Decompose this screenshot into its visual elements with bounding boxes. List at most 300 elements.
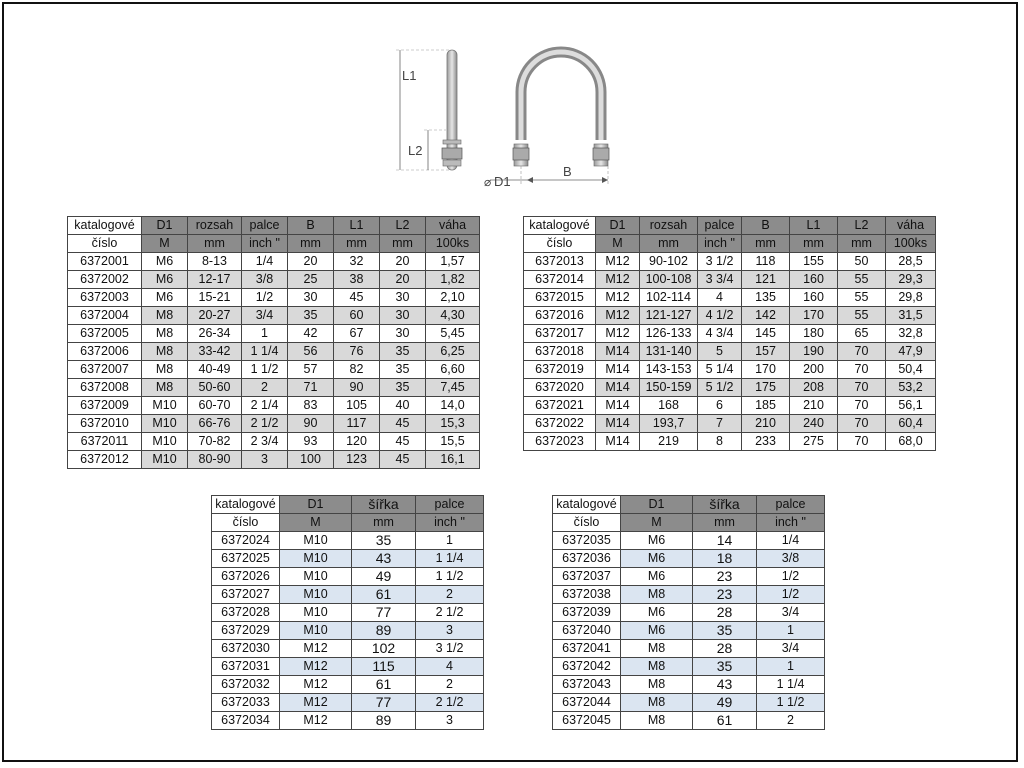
table-cell: 30 bbox=[288, 289, 334, 307]
catalog-number-cell: 6372017 bbox=[524, 325, 596, 343]
table-cell: 12-17 bbox=[188, 271, 242, 289]
header-cell: inch " bbox=[698, 235, 742, 253]
header-cell: M bbox=[621, 514, 693, 532]
table-cell: 240 bbox=[790, 415, 838, 433]
table-cell: M6 bbox=[621, 568, 693, 586]
header-cell: katalogové bbox=[212, 496, 280, 514]
b-label: B bbox=[563, 164, 572, 179]
table-row bbox=[68, 289, 480, 307]
header-cell: inch " bbox=[757, 514, 825, 532]
table-row bbox=[212, 550, 484, 568]
header-cell: L1 bbox=[334, 217, 380, 235]
table-cell: 1/2 bbox=[242, 289, 288, 307]
table-cell: M12 bbox=[280, 694, 352, 712]
table-cell: M8 bbox=[142, 361, 188, 379]
table-cell: 2 1/4 bbox=[242, 397, 288, 415]
table-cell: 61 bbox=[352, 586, 416, 604]
table-cell: 45 bbox=[380, 415, 426, 433]
table-cell: 43 bbox=[693, 676, 757, 694]
table-cell: M12 bbox=[280, 658, 352, 676]
table-cell: 102-114 bbox=[640, 289, 698, 307]
header-cell: mm bbox=[742, 235, 790, 253]
table-cell: 5,45 bbox=[426, 325, 480, 343]
table-cell: 30 bbox=[380, 289, 426, 307]
catalog-number-cell: 6372011 bbox=[68, 433, 142, 451]
table-cell: 61 bbox=[352, 676, 416, 694]
header-cell: šířka bbox=[352, 496, 416, 514]
table-cell: M12 bbox=[280, 676, 352, 694]
table-cell: 20 bbox=[288, 253, 334, 271]
table-cell: 50,4 bbox=[886, 361, 936, 379]
table-cell: 49 bbox=[693, 694, 757, 712]
table-cell: 1 bbox=[242, 325, 288, 343]
table-cell: 2 3/4 bbox=[242, 433, 288, 451]
header-row bbox=[68, 235, 480, 253]
catalog-number-cell: 6372012 bbox=[68, 451, 142, 469]
table-cell: 3/4 bbox=[242, 307, 288, 325]
catalog-number-cell: 6372043 bbox=[553, 676, 621, 694]
table-row bbox=[212, 604, 484, 622]
table-cell: 105 bbox=[334, 397, 380, 415]
header-cell: D1 bbox=[596, 217, 640, 235]
table-row bbox=[524, 343, 936, 361]
table-row bbox=[524, 325, 936, 343]
table-row bbox=[524, 307, 936, 325]
table-row bbox=[524, 289, 936, 307]
table-cell: M8 bbox=[621, 640, 693, 658]
table-row bbox=[68, 451, 480, 469]
catalog-number-cell: 6372005 bbox=[68, 325, 142, 343]
table-cell: 208 bbox=[790, 379, 838, 397]
table-row bbox=[68, 361, 480, 379]
table-row bbox=[68, 397, 480, 415]
table-cell: M12 bbox=[280, 712, 352, 730]
table-cell: M6 bbox=[142, 289, 188, 307]
table-cell: 185 bbox=[742, 397, 790, 415]
table-cell: M8 bbox=[142, 307, 188, 325]
table-cell: 3/4 bbox=[757, 640, 825, 658]
header-row bbox=[524, 235, 936, 253]
table-cell: 126-133 bbox=[640, 325, 698, 343]
table-cell: 15,5 bbox=[426, 433, 480, 451]
table-cell: 40 bbox=[380, 397, 426, 415]
table-row bbox=[524, 397, 936, 415]
header-cell: L2 bbox=[838, 217, 886, 235]
table-cell: 35 bbox=[693, 622, 757, 640]
table-cell: 89 bbox=[352, 712, 416, 730]
catalog-number-cell: 6372003 bbox=[68, 289, 142, 307]
table-row bbox=[68, 343, 480, 361]
catalog-number-cell: 6372027 bbox=[212, 586, 280, 604]
table-cell: 70-82 bbox=[188, 433, 242, 451]
table-cell: 40-49 bbox=[188, 361, 242, 379]
table-cell: 150-159 bbox=[640, 379, 698, 397]
table-cell: 45 bbox=[334, 289, 380, 307]
table-cell: M6 bbox=[142, 271, 188, 289]
table-cell: 1/4 bbox=[757, 532, 825, 550]
table-cell: 35 bbox=[352, 532, 416, 550]
table-cell: 175 bbox=[742, 379, 790, 397]
catalog-number-cell: 6372042 bbox=[553, 658, 621, 676]
catalog-number-cell: 6372013 bbox=[524, 253, 596, 271]
table-cell: 49 bbox=[352, 568, 416, 586]
table-cell: M14 bbox=[596, 361, 640, 379]
table-row bbox=[524, 415, 936, 433]
catalog-number-cell: 6372030 bbox=[212, 640, 280, 658]
table-row bbox=[553, 604, 825, 622]
table-row bbox=[212, 676, 484, 694]
table-cell: 121-127 bbox=[640, 307, 698, 325]
table-cell: 50-60 bbox=[188, 379, 242, 397]
header-cell: inch " bbox=[416, 514, 484, 532]
table-u-bolts-1 bbox=[67, 216, 480, 469]
table-cell: 45 bbox=[380, 433, 426, 451]
d1-label: D1 bbox=[494, 174, 511, 189]
catalog-number-cell: 6372041 bbox=[553, 640, 621, 658]
table-cell: 56 bbox=[288, 343, 334, 361]
table-cell: M14 bbox=[596, 433, 640, 451]
table-cell: M10 bbox=[280, 604, 352, 622]
table-cell: M10 bbox=[280, 586, 352, 604]
header-cell: šířka bbox=[693, 496, 757, 514]
table-cell: 71 bbox=[288, 379, 334, 397]
table-cell: M12 bbox=[596, 253, 640, 271]
table-cell: 32,8 bbox=[886, 325, 936, 343]
table-cell: 160 bbox=[790, 271, 838, 289]
table-cell: 35 bbox=[288, 307, 334, 325]
table-cell: 60,4 bbox=[886, 415, 936, 433]
catalog-number-cell: 6372038 bbox=[553, 586, 621, 604]
header-cell: 100ks bbox=[426, 235, 480, 253]
table-cell: M10 bbox=[142, 451, 188, 469]
table-cell: M6 bbox=[621, 550, 693, 568]
table-cell: 83 bbox=[288, 397, 334, 415]
catalog-number-cell: 6372007 bbox=[68, 361, 142, 379]
table-cell: 20 bbox=[380, 271, 426, 289]
table-row bbox=[553, 586, 825, 604]
table-cell: 61 bbox=[693, 712, 757, 730]
table-cell: 20 bbox=[380, 253, 426, 271]
header-row bbox=[68, 217, 480, 235]
table-cell: 33-42 bbox=[188, 343, 242, 361]
table-cell: 2 bbox=[416, 586, 484, 604]
table-cell: M12 bbox=[596, 307, 640, 325]
table-cell: M10 bbox=[280, 550, 352, 568]
table-cell: 1 bbox=[757, 658, 825, 676]
header-cell: váha bbox=[426, 217, 480, 235]
table-cell: M8 bbox=[142, 343, 188, 361]
table-row bbox=[553, 676, 825, 694]
table-cell: 200 bbox=[790, 361, 838, 379]
table-cell: 29,8 bbox=[886, 289, 936, 307]
table-cell: 35 bbox=[380, 361, 426, 379]
table-cell: M8 bbox=[142, 325, 188, 343]
table-cell: 56,1 bbox=[886, 397, 936, 415]
catalog-number-cell: 6372023 bbox=[524, 433, 596, 451]
table-row bbox=[212, 568, 484, 586]
table-cell: 4 bbox=[698, 289, 742, 307]
u-bolt-diagram bbox=[380, 40, 640, 200]
table-cell: 35 bbox=[693, 658, 757, 676]
catalog-number-cell: 6372026 bbox=[212, 568, 280, 586]
table-cell: 4 1/2 bbox=[698, 307, 742, 325]
header-cell: mm bbox=[188, 235, 242, 253]
header-cell: D1 bbox=[280, 496, 352, 514]
table-cell: 70 bbox=[838, 379, 886, 397]
table-cell: 15-21 bbox=[188, 289, 242, 307]
catalog-number-cell: 6372020 bbox=[524, 379, 596, 397]
table-cell: M10 bbox=[142, 415, 188, 433]
table-cell: M8 bbox=[621, 712, 693, 730]
table-cell: 3 bbox=[242, 451, 288, 469]
table-cell: M10 bbox=[280, 532, 352, 550]
table-cell: 70 bbox=[838, 433, 886, 451]
table-cell: M8 bbox=[621, 586, 693, 604]
table-cell: 168 bbox=[640, 397, 698, 415]
table-cell: 193,7 bbox=[640, 415, 698, 433]
catalog-number-cell: 6372029 bbox=[212, 622, 280, 640]
table-row bbox=[68, 325, 480, 343]
table-cell: 3 bbox=[416, 622, 484, 640]
table-cell: 102 bbox=[352, 640, 416, 658]
table-row bbox=[212, 586, 484, 604]
table-cell: 1 bbox=[757, 622, 825, 640]
table-cell: M8 bbox=[142, 379, 188, 397]
table-cell: M10 bbox=[280, 622, 352, 640]
catalog-number-cell: 6372031 bbox=[212, 658, 280, 676]
table-cell: 135 bbox=[742, 289, 790, 307]
header-cell: 100ks bbox=[886, 235, 936, 253]
table-cell: 180 bbox=[790, 325, 838, 343]
table-row bbox=[553, 658, 825, 676]
catalog-number-cell: 6372009 bbox=[68, 397, 142, 415]
table-cell: 15,3 bbox=[426, 415, 480, 433]
catalog-number-cell: 6372024 bbox=[212, 532, 280, 550]
header-cell: M bbox=[142, 235, 188, 253]
table-row bbox=[524, 253, 936, 271]
table-cell: 77 bbox=[352, 694, 416, 712]
catalog-number-cell: 6372010 bbox=[68, 415, 142, 433]
table-cell: 2 bbox=[757, 712, 825, 730]
table-row bbox=[68, 379, 480, 397]
table-cell: 2,10 bbox=[426, 289, 480, 307]
table-cell: 5 1/2 bbox=[698, 379, 742, 397]
table-cell: 28 bbox=[693, 604, 757, 622]
table-cell: 7,45 bbox=[426, 379, 480, 397]
table-cell: 76 bbox=[334, 343, 380, 361]
table-cell: 50 bbox=[838, 253, 886, 271]
table-cell: 57 bbox=[288, 361, 334, 379]
table-cell: 275 bbox=[790, 433, 838, 451]
table-cell: 3/8 bbox=[242, 271, 288, 289]
header-cell: katalogové bbox=[68, 217, 142, 235]
catalog-number-cell: 6372032 bbox=[212, 676, 280, 694]
table-cell: 1 bbox=[416, 532, 484, 550]
catalog-number-cell: 6372006 bbox=[68, 343, 142, 361]
table-cell: 31,5 bbox=[886, 307, 936, 325]
table-cell: 170 bbox=[790, 307, 838, 325]
table-cell: 2 1/2 bbox=[242, 415, 288, 433]
header-cell: D1 bbox=[621, 496, 693, 514]
table-cell: 5 bbox=[698, 343, 742, 361]
l1-label: L1 bbox=[402, 68, 417, 83]
header-cell: číslo bbox=[68, 235, 142, 253]
catalog-number-cell: 6372034 bbox=[212, 712, 280, 730]
table-cell: 70 bbox=[838, 343, 886, 361]
table-row bbox=[524, 361, 936, 379]
header-cell: mm bbox=[288, 235, 334, 253]
table-cell: 115 bbox=[352, 658, 416, 676]
table-cell: M8 bbox=[621, 694, 693, 712]
table-cell: 35 bbox=[380, 343, 426, 361]
header-cell: mm bbox=[380, 235, 426, 253]
table-cell: 65 bbox=[838, 325, 886, 343]
header-cell: váha bbox=[886, 217, 936, 235]
table-cell: 170 bbox=[742, 361, 790, 379]
header-cell: M bbox=[280, 514, 352, 532]
table-cell: M12 bbox=[596, 289, 640, 307]
table-cell: 7 bbox=[698, 415, 742, 433]
table-cell: 47,9 bbox=[886, 343, 936, 361]
table-cell: 6,25 bbox=[426, 343, 480, 361]
table-cell: 30 bbox=[380, 325, 426, 343]
table-cell: 142 bbox=[742, 307, 790, 325]
table-cell: 3 3/4 bbox=[698, 271, 742, 289]
table-cell: M8 bbox=[621, 658, 693, 676]
header-cell: mm bbox=[352, 514, 416, 532]
header-cell: palce bbox=[416, 496, 484, 514]
table-row bbox=[68, 253, 480, 271]
table-row bbox=[68, 415, 480, 433]
catalog-number-cell: 6372036 bbox=[553, 550, 621, 568]
table-cell: 93 bbox=[288, 433, 334, 451]
table-cell: 190 bbox=[790, 343, 838, 361]
table-cell: 2 1/2 bbox=[416, 694, 484, 712]
table-cell: 233 bbox=[742, 433, 790, 451]
table-cell: 123 bbox=[334, 451, 380, 469]
table-cell: 60-70 bbox=[188, 397, 242, 415]
table-cell: 2 bbox=[416, 676, 484, 694]
header-cell: mm bbox=[790, 235, 838, 253]
table-cell: 90-102 bbox=[640, 253, 698, 271]
table-row bbox=[553, 640, 825, 658]
catalog-number-cell: 6372022 bbox=[524, 415, 596, 433]
table-cell: 20-27 bbox=[188, 307, 242, 325]
catalog-number-cell: 6372040 bbox=[553, 622, 621, 640]
table-cell: 1/4 bbox=[242, 253, 288, 271]
table-cell: 4 3/4 bbox=[698, 325, 742, 343]
table-cell: 5 1/4 bbox=[698, 361, 742, 379]
table-cell: 28,5 bbox=[886, 253, 936, 271]
table-cell: 32 bbox=[334, 253, 380, 271]
table-cell: 160 bbox=[790, 289, 838, 307]
table-cell: 3/8 bbox=[757, 550, 825, 568]
table-cell: 1/2 bbox=[757, 586, 825, 604]
header-cell: mm bbox=[640, 235, 698, 253]
table-cell: M12 bbox=[596, 325, 640, 343]
table-cell: 121 bbox=[742, 271, 790, 289]
table-cell: 1,57 bbox=[426, 253, 480, 271]
table-cell: 8-13 bbox=[188, 253, 242, 271]
table-cell: 210 bbox=[742, 415, 790, 433]
table-cell: 3 bbox=[416, 712, 484, 730]
table-cell: 90 bbox=[334, 379, 380, 397]
table-row bbox=[524, 271, 936, 289]
table-cell: 1 1/4 bbox=[757, 676, 825, 694]
table-cell: 55 bbox=[838, 271, 886, 289]
table-cell: 4 bbox=[416, 658, 484, 676]
table-cell: 100 bbox=[288, 451, 334, 469]
header-row bbox=[212, 514, 484, 532]
catalog-number-cell: 6372016 bbox=[524, 307, 596, 325]
table-cell: 90 bbox=[288, 415, 334, 433]
table-row bbox=[524, 433, 936, 451]
header-row bbox=[524, 217, 936, 235]
table-cell: M10 bbox=[142, 433, 188, 451]
header-row bbox=[553, 514, 825, 532]
table-cell: 82 bbox=[334, 361, 380, 379]
table-cell: 67 bbox=[334, 325, 380, 343]
table-cell: 43 bbox=[352, 550, 416, 568]
table-cell: M12 bbox=[280, 640, 352, 658]
l2-label: L2 bbox=[408, 143, 423, 158]
table-row bbox=[68, 271, 480, 289]
table-cell: 120 bbox=[334, 433, 380, 451]
header-cell: D1 bbox=[142, 217, 188, 235]
table-row bbox=[68, 433, 480, 451]
header-row bbox=[553, 496, 825, 514]
table-cell: 35 bbox=[380, 379, 426, 397]
table-cell: 55 bbox=[838, 289, 886, 307]
table-cell: 1/2 bbox=[757, 568, 825, 586]
table-strap-clamps-2 bbox=[552, 495, 825, 730]
table-cell: M14 bbox=[596, 415, 640, 433]
header-cell: M bbox=[596, 235, 640, 253]
table-cell: 23 bbox=[693, 568, 757, 586]
table-cell: 66-76 bbox=[188, 415, 242, 433]
header-cell: inch " bbox=[242, 235, 288, 253]
catalog-number-cell: 6372044 bbox=[553, 694, 621, 712]
catalog-number-cell: 6372019 bbox=[524, 361, 596, 379]
table-cell: 3 1/2 bbox=[416, 640, 484, 658]
table-cell: M14 bbox=[596, 397, 640, 415]
table-cell: M10 bbox=[142, 397, 188, 415]
header-cell: B bbox=[288, 217, 334, 235]
table-row bbox=[212, 658, 484, 676]
table-cell: 70 bbox=[838, 397, 886, 415]
catalog-number-cell: 6372008 bbox=[68, 379, 142, 397]
header-cell: mm bbox=[693, 514, 757, 532]
header-cell: L1 bbox=[790, 217, 838, 235]
catalog-number-cell: 6372002 bbox=[68, 271, 142, 289]
header-cell: katalogové bbox=[524, 217, 596, 235]
table-row bbox=[553, 568, 825, 586]
catalog-number-cell: 6372004 bbox=[68, 307, 142, 325]
catalog-number-cell: 6372035 bbox=[553, 532, 621, 550]
table-cell: 38 bbox=[334, 271, 380, 289]
table-cell: 89 bbox=[352, 622, 416, 640]
table-row bbox=[212, 640, 484, 658]
table-cell: 100-108 bbox=[640, 271, 698, 289]
table-strap-clamps-1 bbox=[211, 495, 484, 730]
table-cell: 145 bbox=[742, 325, 790, 343]
table-cell: 68,0 bbox=[886, 433, 936, 451]
header-cell: číslo bbox=[553, 514, 621, 532]
table-cell: 53,2 bbox=[886, 379, 936, 397]
table-cell: 28 bbox=[693, 640, 757, 658]
header-cell: rozsah bbox=[640, 217, 698, 235]
catalog-number-cell: 6372025 bbox=[212, 550, 280, 568]
